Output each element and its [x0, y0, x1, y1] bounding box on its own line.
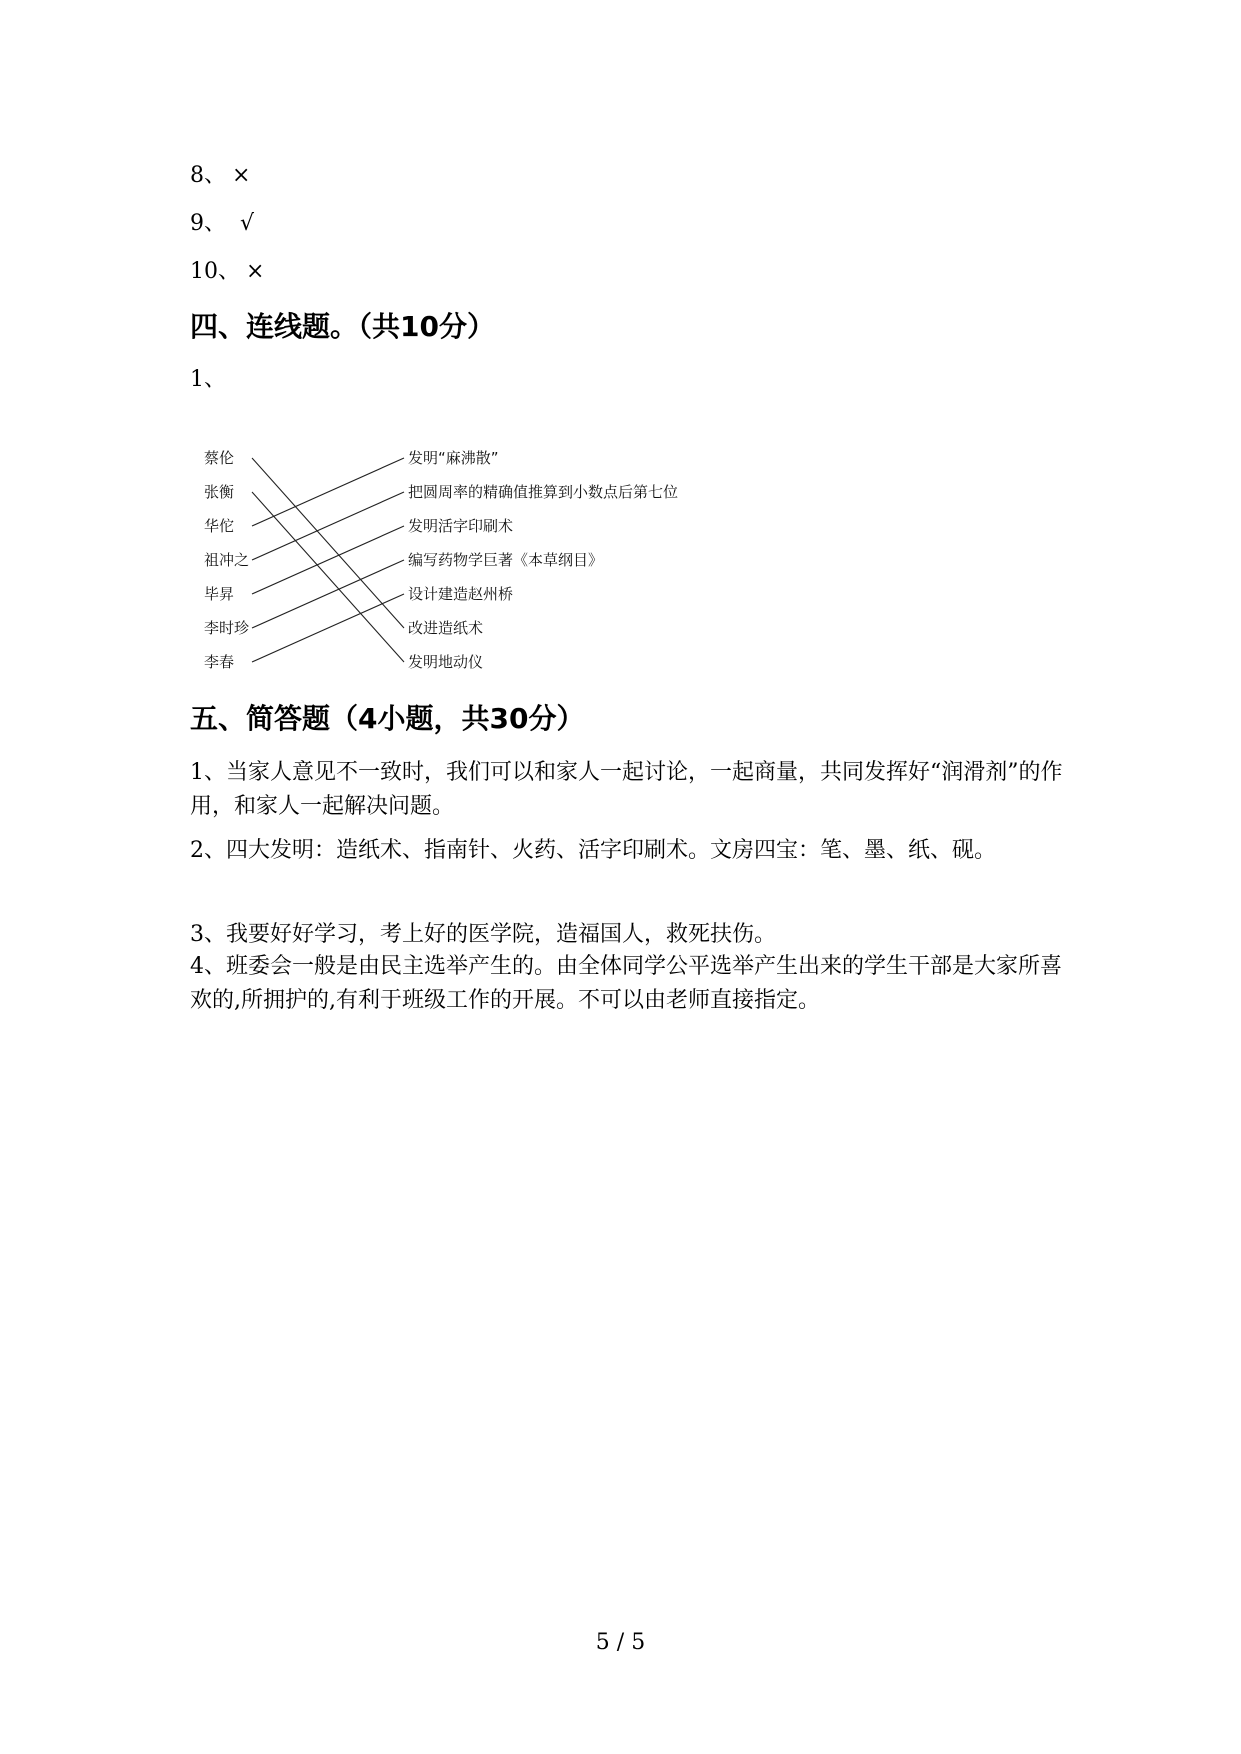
section4-question-label: 1、 [190, 367, 226, 392]
section5-heading: 五、简答题（4小题，共30分） [190, 702, 585, 735]
left-item: 毕昇 [204, 585, 235, 603]
left-item: 祖冲之 [204, 551, 250, 569]
match-line [252, 560, 404, 628]
answer-number: 9、 [190, 211, 226, 236]
answer-mark: × [232, 163, 251, 188]
match-line [252, 492, 404, 662]
answer-paragraph-4: 4、班委会一般是由民主选举产生的。由全体同学公平选举产生出来的学生干部是大家所喜欢的,所拥护的,有利于班级工作的开展。不可以由老师直接指定。 [190, 954, 1063, 1013]
answer-paragraph-2: 2、四大发明：造纸术、指南针、火药、活字印刷术。文房四宝：笔、墨、纸、砚。 [190, 838, 996, 863]
answer-mark: √ [240, 211, 255, 236]
left-item: 华佗 [204, 517, 235, 535]
section4-heading: 四、连线题。（共10分） [190, 310, 495, 343]
left-item: 蔡伦 [204, 449, 235, 467]
right-item: 设计建造赵州桥 [408, 585, 514, 603]
answer-number: 10、 [190, 259, 240, 284]
answer-9 [190, 210, 254, 238]
left-item: 张衡 [204, 483, 235, 501]
right-item: 改进造纸术 [408, 619, 484, 637]
matching-diagram [190, 440, 750, 680]
right-item: 发明地动仪 [408, 653, 484, 671]
match-line [252, 526, 404, 594]
left-item: 李春 [204, 653, 235, 671]
answer-10 [190, 258, 264, 286]
right-item: 发明活字印刷术 [408, 517, 514, 535]
answer-paragraph-1: 1、当家人意见不一致时，我们可以和家人一起讨论，一起商量，共同发挥好“润滑剂”的作用，和家人一起解决问题。 [190, 760, 1063, 819]
match-line [252, 492, 404, 560]
match-line [252, 458, 404, 526]
answer-mark: × [246, 259, 265, 284]
right-item: 发明“麻沸散” [408, 449, 499, 467]
right-item: 把圆周率的精确值推算到小数点后第七位 [408, 483, 679, 501]
left-item: 李时珍 [204, 619, 250, 637]
page-number: 5 / 5 [595, 1630, 646, 1655]
answer-paragraph-3: 3、我要好好学习，考上好的医学院，造福国人，救死扶伤。 [190, 922, 776, 947]
match-line [252, 594, 404, 662]
match-line [252, 458, 404, 628]
answer-8 [190, 162, 250, 190]
right-item: 编写药物学巨著《本草纲目》 [408, 551, 604, 569]
answer-number: 8、 [190, 163, 226, 188]
